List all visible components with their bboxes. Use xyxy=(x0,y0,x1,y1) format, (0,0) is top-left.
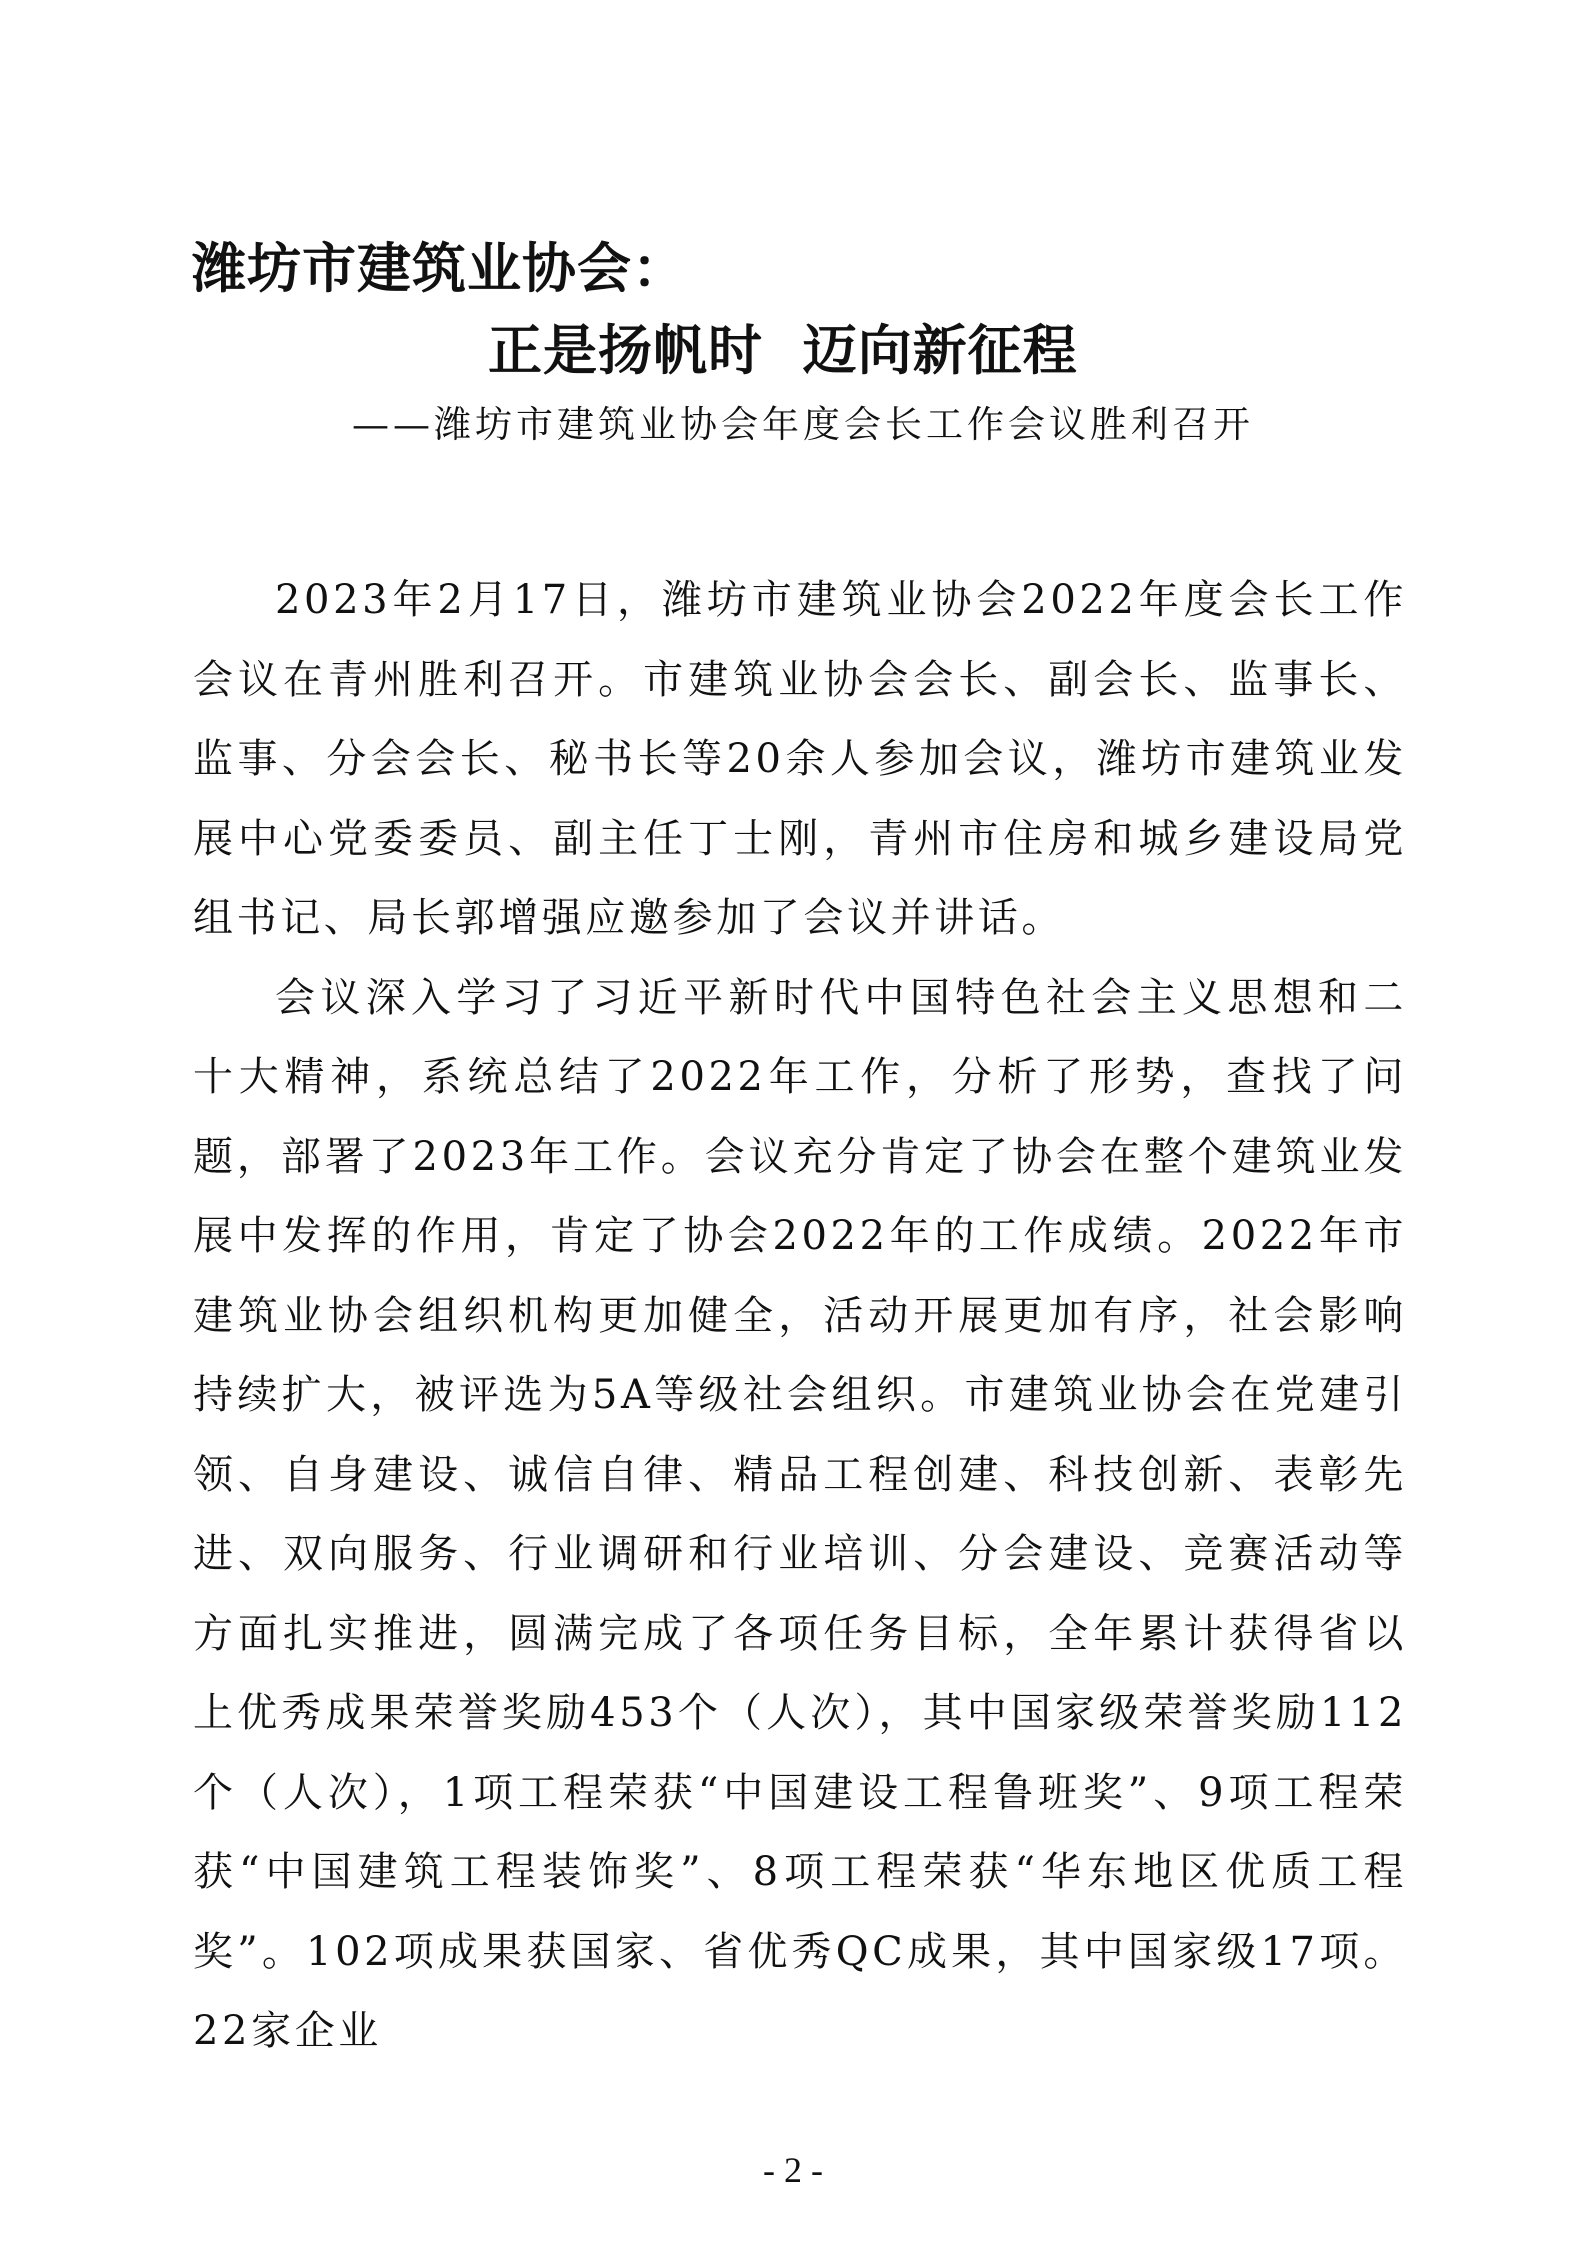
title-line-2: 正是扬帆时 迈向新征程 xyxy=(488,318,1078,382)
title-line-1: 潍坊市建筑业协会： xyxy=(192,236,687,300)
subtitle: ——潍坊市建筑业协会年度会长工作会议胜利召开 xyxy=(352,403,1254,446)
paragraph-2: 会议深入学习了习近平新时代中国特色社会主义思想和二十大精神，系统总结了2022年工作，分析了形势，查找了问题，部署了2023年工作。会议充分肯定了协会在整个建筑业发展中发挥的作用，肯定了协会2022年的工作成绩。2022年市建筑业协会组织机构更加健全，活动开展更加有序，社会影响持续扩大，被评选为5A等级社会组织。市建筑业协会在党建引领、自身建设、诚信自律、精品工程创建、科技创新、表彰先进、双向服务、行业调研和行业培训、分会建设、竞赛活动等方面扎实推进，圆满完成了各项任务目标，全年累计获得省以上优秀成果荣誉奖励453个（人次），其中国家级荣誉奖励112个（人次），1项工程荣获“中国建设工程鲁班奖”、9项工程荣获“中国建筑工程装饰奖”、8项工程荣获“华东地区优质工程奖”。102项成果获国家、省优秀QC成果，其中国家级17项。22家企业 xyxy=(193,974,1407,2054)
page-number: - 2 - xyxy=(763,2150,823,2190)
paragraph-1: 2023年2月17日，潍坊市建筑业协会2022年度会长工作会议在青州胜利召开。市建筑业协会会长、副会长、监事长、监事、分会会长、秘书长等20余人参加会议，潍坊市建筑业发展中心党委委员、副主任丁士刚，青州市住房和城乡建设局党组书记、局长郭增强应邀参加了会议并讲话。 xyxy=(193,577,1407,941)
article-body xyxy=(193,561,1407,2072)
